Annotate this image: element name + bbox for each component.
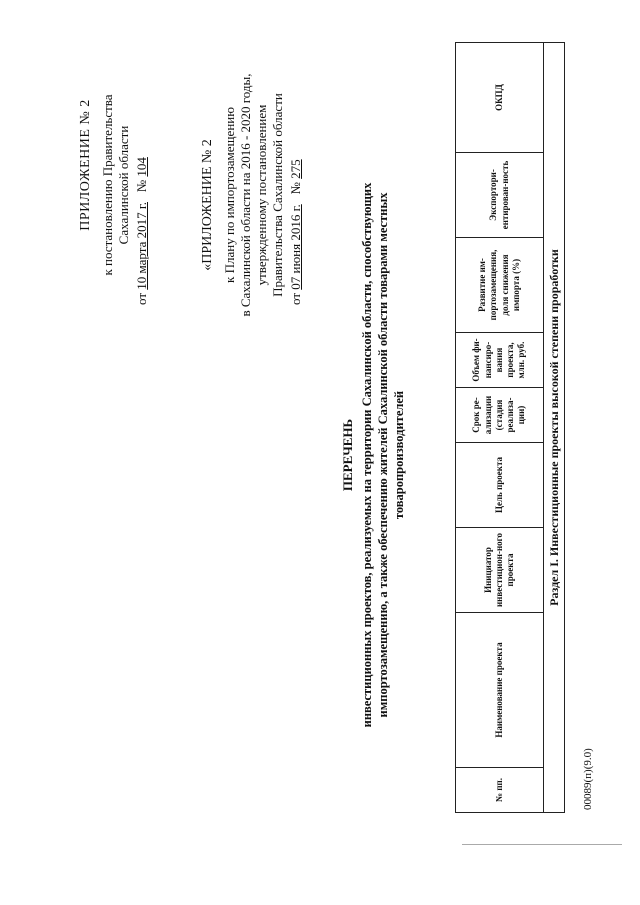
plan-number-prefix: № bbox=[288, 182, 303, 195]
list-subtitle-line-1: инвестиционных проектов, реализуемых на территории Сахалинской области, способствующих bbox=[360, 182, 374, 728]
table-header-row bbox=[456, 43, 544, 813]
header-cell: Наименование проекта bbox=[456, 613, 544, 768]
appendix-date-line bbox=[134, 157, 150, 305]
header-cell: Объем фи-нансиро-вания проекта, млн. руб. bbox=[456, 333, 544, 388]
plan-number: 275 bbox=[288, 159, 303, 179]
plan-appendix-line-2: в Сахалинской области на 2016 - 2020 годы, bbox=[238, 73, 253, 317]
plan-date: 07 июня 2016 г. bbox=[288, 204, 303, 290]
plan-appendix-line-3: утвержденному постановлением bbox=[254, 104, 269, 286]
plan-from-prefix: от bbox=[288, 292, 303, 305]
header-cell: Инициатор инвестицион-ного проекта bbox=[456, 528, 544, 613]
list-subtitle-line-3: товаропроизводителей bbox=[392, 390, 406, 520]
appendix-line-1: к постановлению Правительства bbox=[100, 94, 115, 276]
appendix-number-prefix: № bbox=[134, 179, 149, 193]
header-cell: № пп. bbox=[456, 768, 544, 813]
header-cell: Экспортори-ентирован-ность bbox=[456, 153, 544, 238]
plan-appendix-line-4: Правительства Сахалинской области bbox=[270, 93, 285, 297]
header-cell: Цель проекта bbox=[456, 443, 544, 528]
header-cell: Развитие им-портозамещения, доля снижения импорта (%) bbox=[456, 238, 544, 333]
document-code: 00089(п)(9.0) bbox=[582, 748, 594, 810]
section-title: Раздел I. Инвестиционные проекты высокой степени проработки bbox=[544, 43, 565, 813]
plan-appendix-title: «ПРИЛОЖЕНИЕ № 2 bbox=[200, 139, 215, 271]
list-subtitle-line-2: импортозамещению, а также обеспечению жителей Сахалинской области товарами местных bbox=[376, 192, 390, 718]
projects-table bbox=[455, 42, 565, 813]
appendix-date: 10 марта 2017 г. bbox=[134, 202, 149, 290]
header-cell: ОКПД bbox=[456, 43, 544, 153]
margin-rule bbox=[462, 844, 622, 845]
header-cell: Срок ре-ализации (стадия реализа-ции) bbox=[456, 388, 544, 443]
plan-appendix-line-1: к Плану по импортозамещению bbox=[222, 107, 237, 283]
list-title: ПЕРЕЧЕНЬ bbox=[340, 418, 355, 492]
appendix-from-prefix: от bbox=[134, 292, 149, 305]
section-row bbox=[544, 43, 565, 813]
plan-appendix-date-line bbox=[288, 159, 304, 305]
appendix-line-2: Сахалинской области bbox=[116, 125, 131, 245]
appendix-title: ПРИЛОЖЕНИЕ № 2 bbox=[78, 99, 93, 231]
appendix-number: 104 bbox=[134, 157, 149, 177]
